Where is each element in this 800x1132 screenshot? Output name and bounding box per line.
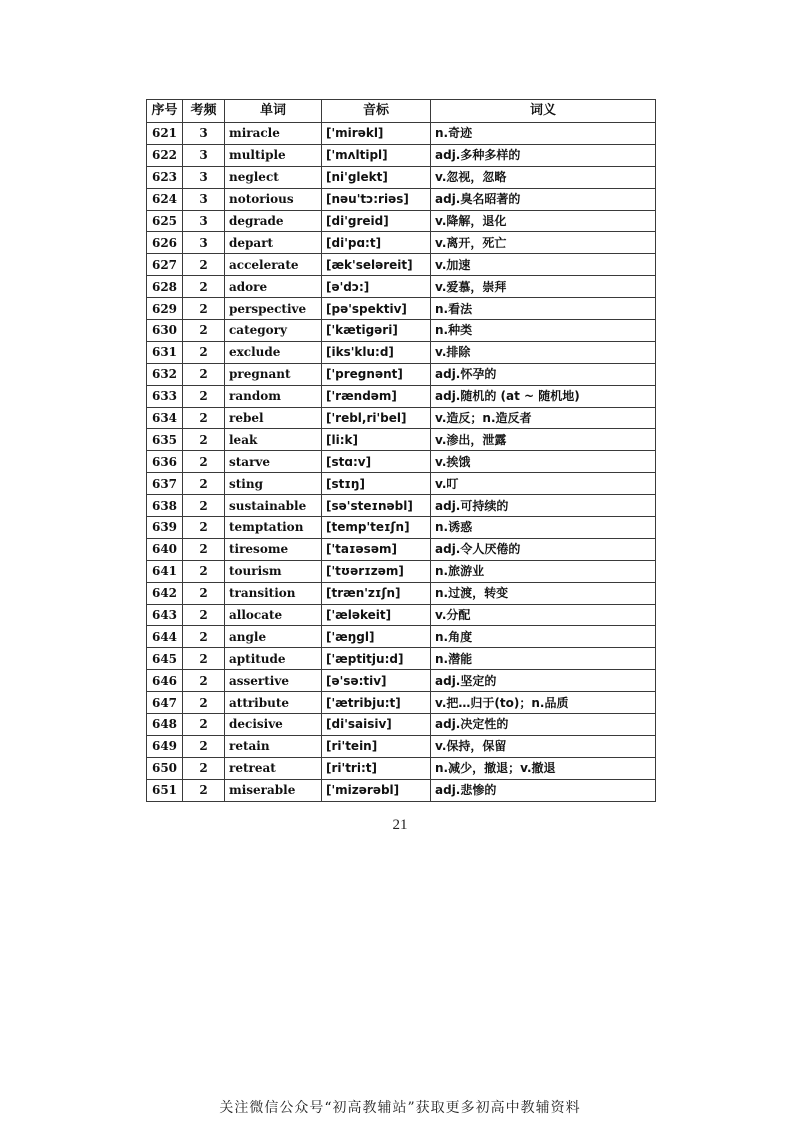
cell-meaning: v.加速 <box>431 254 656 276</box>
cell-meaning: n.角度 <box>431 626 656 648</box>
header-index: 序号 <box>147 100 183 123</box>
cell-phonetic: ['mʌltipl] <box>322 144 431 166</box>
cell-frequency: 2 <box>183 757 225 779</box>
cell-word: sting <box>225 473 322 495</box>
cell-index: 650 <box>147 757 183 779</box>
cell-meaning: adj.坚定的 <box>431 670 656 692</box>
cell-word: random <box>225 385 322 407</box>
table-row <box>147 670 656 692</box>
cell-index: 621 <box>147 123 183 145</box>
cell-word: miserable <box>225 779 322 801</box>
cell-meaning: v.叮 <box>431 473 656 495</box>
cell-index: 651 <box>147 779 183 801</box>
cell-index: 623 <box>147 166 183 188</box>
cell-phonetic: [di'greid] <box>322 210 431 232</box>
cell-index: 638 <box>147 495 183 517</box>
header-frequency: 考频 <box>183 100 225 123</box>
table-row <box>147 560 656 582</box>
table-row <box>147 648 656 670</box>
cell-word: miracle <box>225 123 322 145</box>
cell-frequency: 2 <box>183 626 225 648</box>
cell-phonetic: ['mizərəbl] <box>322 779 431 801</box>
cell-index: 640 <box>147 538 183 560</box>
cell-frequency: 2 <box>183 714 225 736</box>
cell-meaning: v.排除 <box>431 341 656 363</box>
cell-word: accelerate <box>225 254 322 276</box>
cell-index: 631 <box>147 341 183 363</box>
cell-phonetic: ['kætigəri] <box>322 320 431 342</box>
cell-frequency: 3 <box>183 144 225 166</box>
cell-phonetic: [pə'spektiv] <box>322 298 431 320</box>
cell-word: perspective <box>225 298 322 320</box>
cell-meaning: adj.怀孕的 <box>431 363 656 385</box>
cell-frequency: 2 <box>183 429 225 451</box>
cell-word: aptitude <box>225 648 322 670</box>
cell-frequency: 3 <box>183 123 225 145</box>
cell-word: adore <box>225 276 322 298</box>
cell-index: 634 <box>147 407 183 429</box>
cell-word: transition <box>225 582 322 604</box>
cell-phonetic: [stɪŋ] <box>322 473 431 495</box>
footer-note: 关注微信公众号“初高教辅站”获取更多初高中教辅资料 <box>219 1100 581 1116</box>
cell-frequency: 2 <box>183 451 225 473</box>
cell-index: 626 <box>147 232 183 254</box>
cell-meaning: n.减少，撤退；v.撤退 <box>431 757 656 779</box>
cell-word: angle <box>225 626 322 648</box>
cell-phonetic: [æk'seləreit] <box>322 254 431 276</box>
cell-meaning: v.把…归于(to)；n.品质 <box>431 692 656 714</box>
cell-index: 624 <box>147 188 183 210</box>
table-row <box>147 123 656 145</box>
cell-word: degrade <box>225 210 322 232</box>
table-row <box>147 232 656 254</box>
table-row <box>147 757 656 779</box>
table-row <box>147 582 656 604</box>
cell-phonetic: [nəu'tɔ:riəs] <box>322 188 431 210</box>
cell-frequency: 2 <box>183 407 225 429</box>
cell-meaning: adj.悲惨的 <box>431 779 656 801</box>
table-row <box>147 429 656 451</box>
cell-index: 627 <box>147 254 183 276</box>
cell-frequency: 2 <box>183 779 225 801</box>
cell-index: 641 <box>147 560 183 582</box>
cell-word: retreat <box>225 757 322 779</box>
cell-meaning: adj.决定性的 <box>431 714 656 736</box>
cell-word: retain <box>225 735 322 757</box>
header-phonetic: 音标 <box>322 100 431 123</box>
cell-index: 645 <box>147 648 183 670</box>
header-meaning: 词义 <box>431 100 656 123</box>
table-row <box>147 495 656 517</box>
table-row <box>147 363 656 385</box>
cell-frequency: 2 <box>183 538 225 560</box>
cell-index: 644 <box>147 626 183 648</box>
cell-index: 647 <box>147 692 183 714</box>
cell-frequency: 2 <box>183 604 225 626</box>
table-body <box>147 123 656 802</box>
cell-index: 636 <box>147 451 183 473</box>
cell-index: 629 <box>147 298 183 320</box>
cell-phonetic: [ə'sə:tiv] <box>322 670 431 692</box>
cell-index: 649 <box>147 735 183 757</box>
table-row <box>147 210 656 232</box>
table-row <box>147 626 656 648</box>
table-row <box>147 538 656 560</box>
cell-phonetic: [ə'dɔ:] <box>322 276 431 298</box>
table-row <box>147 166 656 188</box>
cell-word: neglect <box>225 166 322 188</box>
cell-meaning: n.旅游业 <box>431 560 656 582</box>
table-row <box>147 276 656 298</box>
cell-phonetic: ['pregnənt] <box>322 363 431 385</box>
cell-meaning: v.保持，保留 <box>431 735 656 757</box>
cell-meaning: n.种类 <box>431 320 656 342</box>
cell-phonetic: [ri'tein] <box>322 735 431 757</box>
cell-meaning: n.看法 <box>431 298 656 320</box>
cell-word: pregnant <box>225 363 322 385</box>
cell-word: exclude <box>225 341 322 363</box>
cell-frequency: 2 <box>183 735 225 757</box>
cell-frequency: 2 <box>183 692 225 714</box>
cell-frequency: 2 <box>183 582 225 604</box>
cell-meaning: v.造反；n.造反者 <box>431 407 656 429</box>
vocabulary-table <box>146 99 656 802</box>
cell-word: rebel <box>225 407 322 429</box>
cell-word: decisive <box>225 714 322 736</box>
cell-index: 646 <box>147 670 183 692</box>
table-header-row <box>147 100 656 123</box>
cell-frequency: 3 <box>183 166 225 188</box>
table-row <box>147 144 656 166</box>
cell-frequency: 2 <box>183 363 225 385</box>
cell-frequency: 2 <box>183 560 225 582</box>
table-row <box>147 604 656 626</box>
table-row <box>147 298 656 320</box>
page-number: 21 <box>392 817 408 833</box>
cell-meaning: v.离开，死亡 <box>431 232 656 254</box>
cell-frequency: 2 <box>183 517 225 539</box>
table-row <box>147 735 656 757</box>
table-row <box>147 779 656 801</box>
cell-meaning: v.分配 <box>431 604 656 626</box>
cell-phonetic: ['rændəm] <box>322 385 431 407</box>
cell-meaning: adj.臭名昭著的 <box>431 188 656 210</box>
cell-phonetic: ['ætribju:t] <box>322 692 431 714</box>
cell-frequency: 2 <box>183 276 225 298</box>
cell-frequency: 3 <box>183 232 225 254</box>
table-row <box>147 517 656 539</box>
cell-word: category <box>225 320 322 342</box>
cell-phonetic: [di'pɑ:t] <box>322 232 431 254</box>
cell-phonetic: [sə'steɪnəbl] <box>322 495 431 517</box>
table-row <box>147 473 656 495</box>
cell-meaning: adj.多种多样的 <box>431 144 656 166</box>
cell-meaning: v.忽视，忽略 <box>431 166 656 188</box>
cell-phonetic: ['rebl,ri'bel] <box>322 407 431 429</box>
cell-word: temptation <box>225 517 322 539</box>
cell-meaning: n.过渡，转变 <box>431 582 656 604</box>
cell-meaning: adj.令人厌倦的 <box>431 538 656 560</box>
cell-index: 632 <box>147 363 183 385</box>
cell-index: 648 <box>147 714 183 736</box>
table-row <box>147 451 656 473</box>
cell-word: allocate <box>225 604 322 626</box>
cell-frequency: 3 <box>183 188 225 210</box>
cell-phonetic: ['mirəkl] <box>322 123 431 145</box>
cell-word: attribute <box>225 692 322 714</box>
cell-phonetic: [temp'teɪʃn] <box>322 517 431 539</box>
table-row <box>147 188 656 210</box>
cell-phonetic: ['tʊərɪzəm] <box>322 560 431 582</box>
table-row <box>147 692 656 714</box>
cell-meaning: v.挨饿 <box>431 451 656 473</box>
cell-meaning: n.奇迹 <box>431 123 656 145</box>
cell-index: 622 <box>147 144 183 166</box>
cell-index: 625 <box>147 210 183 232</box>
cell-word: multiple <box>225 144 322 166</box>
cell-meaning: v.渗出，泄露 <box>431 429 656 451</box>
cell-frequency: 2 <box>183 670 225 692</box>
cell-index: 630 <box>147 320 183 342</box>
cell-frequency: 2 <box>183 473 225 495</box>
cell-frequency: 3 <box>183 210 225 232</box>
cell-phonetic: [iks'klu:d] <box>322 341 431 363</box>
cell-phonetic: ['æləkeit] <box>322 604 431 626</box>
table-row <box>147 714 656 736</box>
cell-phonetic: [stɑ:v] <box>322 451 431 473</box>
cell-word: starve <box>225 451 322 473</box>
cell-word: depart <box>225 232 322 254</box>
cell-meaning: adj.随机的 (at ~ 随机地) <box>431 385 656 407</box>
cell-frequency: 2 <box>183 298 225 320</box>
cell-phonetic: ['æŋgl] <box>322 626 431 648</box>
table-row <box>147 254 656 276</box>
cell-index: 639 <box>147 517 183 539</box>
cell-frequency: 2 <box>183 495 225 517</box>
header-word: 单词 <box>225 100 322 123</box>
cell-index: 637 <box>147 473 183 495</box>
cell-frequency: 2 <box>183 320 225 342</box>
cell-word: tiresome <box>225 538 322 560</box>
cell-frequency: 2 <box>183 385 225 407</box>
cell-phonetic: ['taɪəsəm] <box>322 538 431 560</box>
table-row <box>147 407 656 429</box>
cell-frequency: 2 <box>183 341 225 363</box>
cell-word: assertive <box>225 670 322 692</box>
cell-index: 628 <box>147 276 183 298</box>
cell-frequency: 2 <box>183 254 225 276</box>
cell-index: 642 <box>147 582 183 604</box>
cell-meaning: v.降解，退化 <box>431 210 656 232</box>
cell-index: 633 <box>147 385 183 407</box>
cell-word: notorious <box>225 188 322 210</box>
table-row <box>147 320 656 342</box>
cell-meaning: v.爱慕，崇拜 <box>431 276 656 298</box>
cell-phonetic: [ri'tri:t] <box>322 757 431 779</box>
table-row <box>147 341 656 363</box>
cell-phonetic: [li:k] <box>322 429 431 451</box>
cell-word: sustainable <box>225 495 322 517</box>
table-row <box>147 385 656 407</box>
cell-index: 643 <box>147 604 183 626</box>
cell-phonetic: [di'saisiv] <box>322 714 431 736</box>
cell-word: tourism <box>225 560 322 582</box>
cell-meaning: adj.可持续的 <box>431 495 656 517</box>
cell-phonetic: [træn'zɪʃn] <box>322 582 431 604</box>
cell-index: 635 <box>147 429 183 451</box>
cell-word: leak <box>225 429 322 451</box>
cell-meaning: n.诱惑 <box>431 517 656 539</box>
cell-meaning: n.潜能 <box>431 648 656 670</box>
cell-phonetic: [ni'glekt] <box>322 166 431 188</box>
cell-frequency: 2 <box>183 648 225 670</box>
cell-phonetic: ['æptitju:d] <box>322 648 431 670</box>
